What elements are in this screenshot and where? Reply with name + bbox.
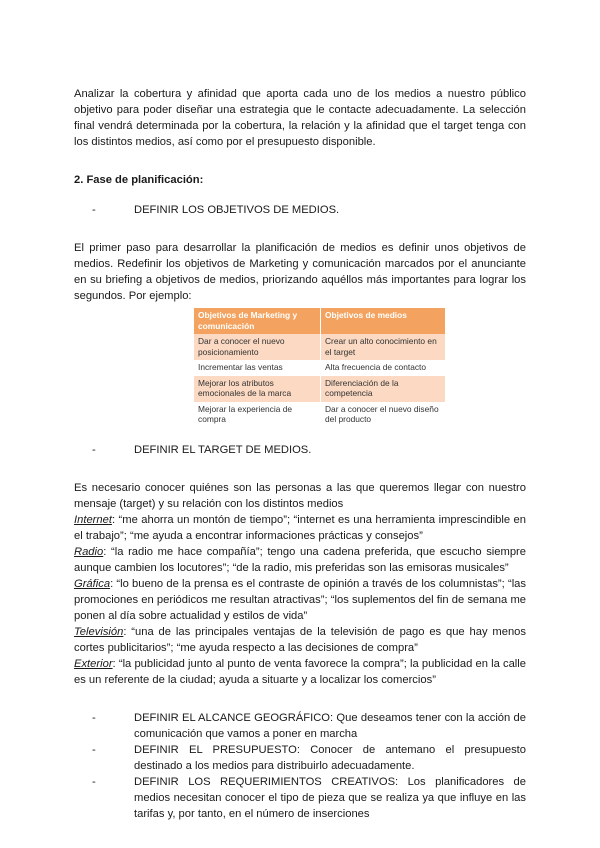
medio-quote: : “una de las principales ventajas de la televisión de pago es que hay menos cortes publicitarios”; “me ayuda respecto a las decisiones de compra” xyxy=(74,625,526,654)
table-row xyxy=(194,360,445,376)
medio-radio xyxy=(74,544,526,576)
table-cell: Crear un alto conocimiento en el target xyxy=(321,334,446,360)
page-content xyxy=(74,86,526,822)
table-header-cell: Objetivos de medios xyxy=(321,308,446,334)
step-presupuesto: DEFINIR EL PRESUPUESTO: Conocer de antemano el presupuesto destinado a los medios para distribuirlo adecuadamente. xyxy=(134,743,526,772)
medio-internet xyxy=(74,512,526,544)
objectives-table xyxy=(194,308,445,428)
medio-quote: : “la radio me hace compañía”; tengo una cadena preferida, que escucho siempre aunque cambien los locutores”; “de la radio, mis preferidas son las emisoras musicales” xyxy=(74,545,526,574)
medio-quote: : “la publicidad junto al punto de venta favorece la compra”; la publicidad en la calle es un referente de la ciudad; ayuda a situarte y a localizar los comercios” xyxy=(74,657,526,686)
step-alcance: DEFINIR EL ALCANCE GEOGRÁFICO: Que deseamos tener con la acción de comunicación que vamos a poner en marcha xyxy=(134,711,526,740)
table-cell: Incrementar las ventas xyxy=(194,360,321,376)
table-header-row xyxy=(194,308,445,334)
dash-bullet: - xyxy=(92,443,96,456)
table-cell: Mejorar la experiencia de compra xyxy=(194,402,321,428)
table-cell: Mejorar los atributos emocionales de la marca xyxy=(194,376,321,402)
target-paragraph: Es necesario conocer quiénes son las personas a las que queremos llegar con nuestro mensaje (target) y su relación con los distintos medios xyxy=(74,481,526,510)
table-cell: Diferenciación de la competencia xyxy=(321,376,446,402)
medio-name: Gráfica xyxy=(74,577,111,590)
table-row xyxy=(194,376,445,402)
step-creativos: DEFINIR LOS REQUERIMIENTOS CREATIVOS: Los planificadores de medios necesitan conocer el tipo de pieza que se realiza ya que influye en las tarifas y, por tanto, en el número de inserciones xyxy=(134,775,526,820)
step-objetivos: DEFINIR LOS OBJETIVOS DE MEDIOS. xyxy=(134,204,340,216)
intro-paragraph: Analizar la cobertura y afinidad que aporta cada uno de los medios a nuestro público objetivo para poder diseñar una estrategia que le contacte adecuadamente. La selección final vendrá determinada por la cobertura, la relación y la afinidad que el target tenga con los distintos medios, así como por el presupuesto disponible. xyxy=(74,88,526,148)
dash-bullet: - xyxy=(92,743,96,756)
medio-quote: : “lo bueno de la prensa es el contraste de opinión a través de los columnistas”; “las promociones en periódicos me resultan atractivas”; “los suplementos del fin de semana me ponen al día sobre actualidad y estilos de vida” xyxy=(74,577,526,622)
medio-name: Internet xyxy=(74,513,112,526)
table-header-cell: Objetivos de Marketing y comunicación xyxy=(194,308,321,334)
dash-bullet: - xyxy=(92,204,96,216)
list-item-objetivos xyxy=(74,202,526,218)
table-cell: Dar a conocer el nuevo diseño del producto xyxy=(321,402,446,428)
medio-quote: : “me ahorra un montón de tiempo”; “internet es una herramienta imprescindible en el trabajo”; “me ayuda a encontrar informaciones prácticas y consejos” xyxy=(74,513,526,542)
objetivos-paragraph: El primer paso para desarrollar la planificación de medios es definir unos objetivos de medios. Redefinir los objetivos de Marketing y comunicación marcados por el anunciante en su briefing a objetivos de medios, priorizando aquéllos más importantes para lograr los segundos. Por ejemplo: xyxy=(74,242,526,302)
list-item-presupuesto xyxy=(74,742,526,774)
list-item-alcance xyxy=(74,710,526,742)
table-row xyxy=(194,402,445,428)
list-item-creativos xyxy=(74,774,526,822)
medio-grafica xyxy=(74,576,526,624)
table-cell: Alta frecuencia de contacto xyxy=(321,360,446,376)
medio-name: Televisión xyxy=(74,625,124,638)
step-target: DEFINIR EL TARGET DE MEDIOS. xyxy=(134,443,312,456)
medio-television xyxy=(74,624,526,656)
dash-bullet: - xyxy=(92,711,96,724)
medio-exterior xyxy=(74,656,526,688)
list-item-target xyxy=(74,442,526,458)
dash-bullet: - xyxy=(92,775,96,788)
medio-name: Radio xyxy=(74,545,104,558)
section-heading: 2. Fase de planificación: xyxy=(74,174,204,186)
medio-name: Exterior xyxy=(74,657,113,670)
table-row xyxy=(194,334,445,360)
table-cell: Dar a conocer el nuevo posicionamiento xyxy=(194,334,321,360)
